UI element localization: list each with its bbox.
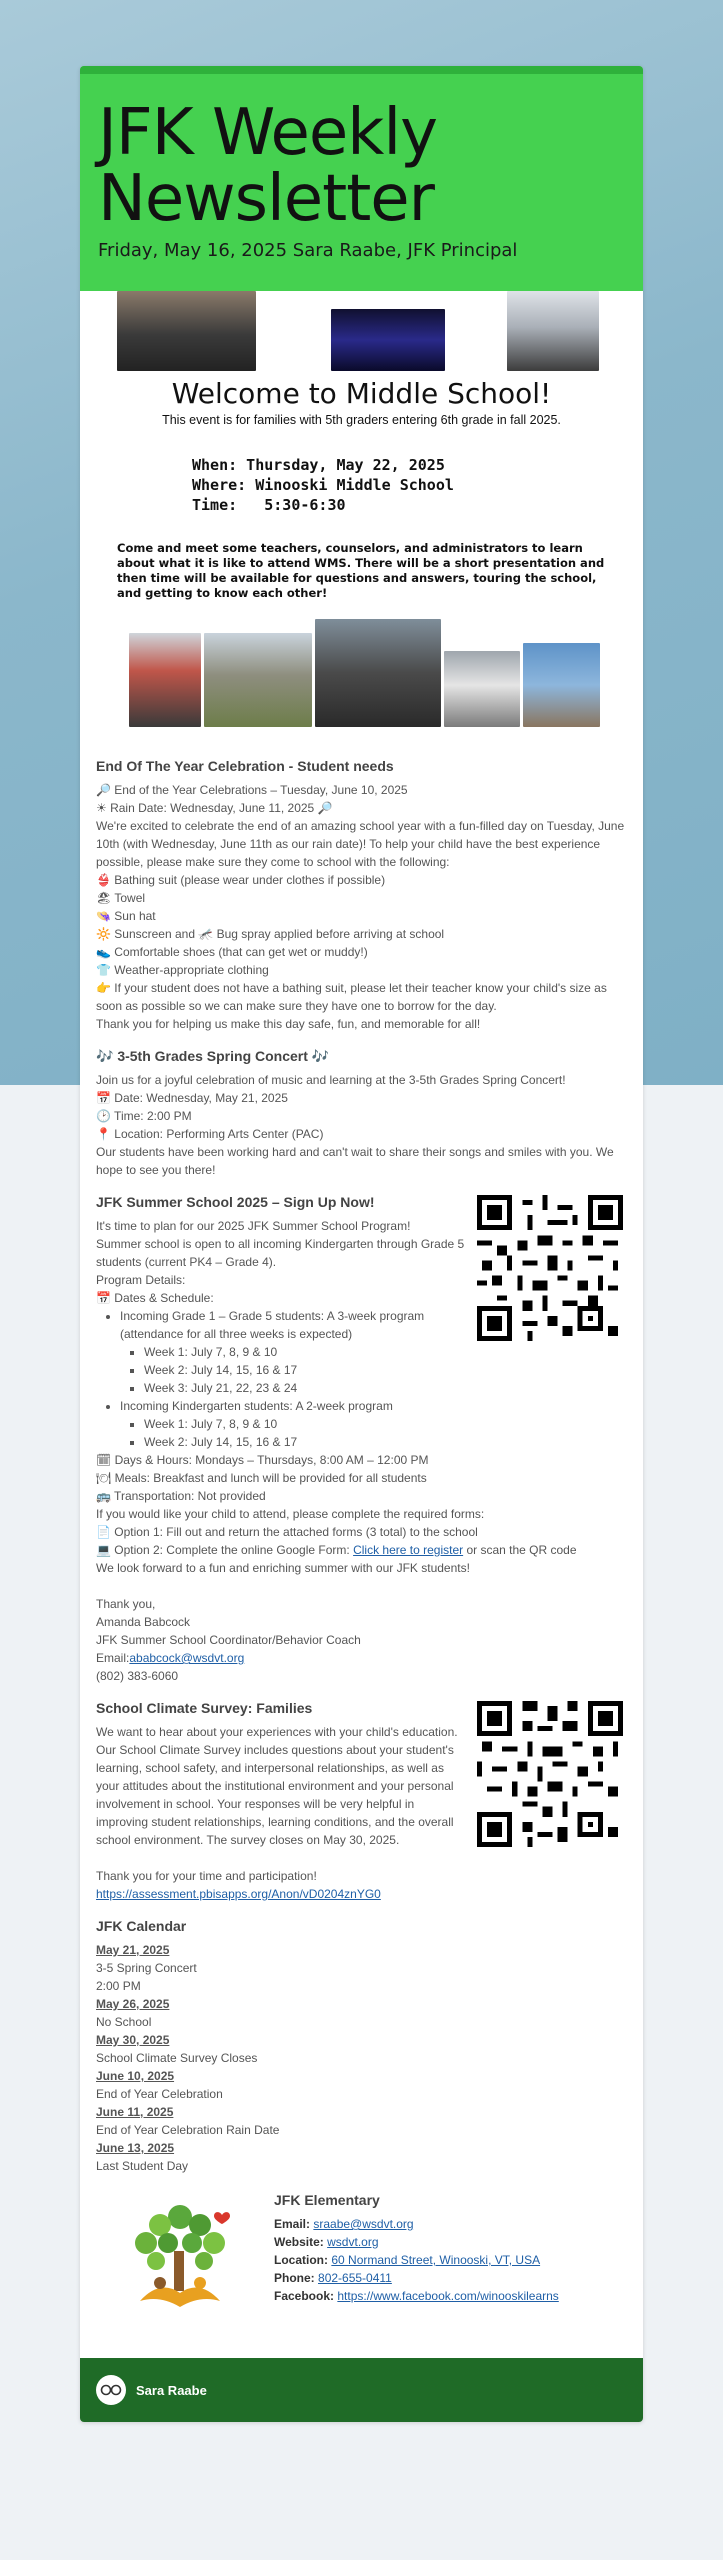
concert-heading: 🎶 3-5th Grades Spring Concert 🎶 [96,1048,330,1064]
calendar-date: June 13, 2025 [96,2141,175,2155]
title-line-2: Newsletter [98,162,434,236]
year-end-line: 👟 Comfortable shoes (that can get wet or muddy!) [96,945,368,959]
week-item: ▪ Week 1: July 7, 8, 9 & 10 [144,1415,627,1433]
year-end-heading: End Of The Year Celebration - Student needs [96,758,394,774]
glasses-icon [100,2383,122,2397]
newsletter-card [80,66,643,2422]
year-end-line: ☀ Rain Date: Wednesday, June 11, 2025 🔎 [96,801,333,815]
school-location-row [274,2251,559,2269]
summer-school-heading: JFK Summer School 2025 – Sign Up Now! [96,1194,375,1210]
week-item: ▪ Week 3: July 21, 22, 23 & 24 [144,1379,450,1397]
concert-section [96,1047,627,1179]
flyer-photo-3 [315,619,441,727]
flyer-photo-stage [331,309,445,371]
school-location-link[interactable]: 60 Normand Street, Winooski, VT, USA [331,2253,541,2267]
school-email-link[interactable]: sraabe@wsdvt.org [313,2217,414,2231]
summer-meals: 🍽 Meals: Breakfast and lunch will be provided for all students [96,1471,427,1485]
calendar-event: End of Year Celebration Rain Date [96,2123,280,2137]
option-2-text: 💻 Option 2: Complete the online Google Form: [96,1543,354,1557]
concert-line: 🕑 Time: 2:00 PM [96,1109,192,1123]
concert-line: Our students have been working hard and can't wait to share their songs and smiles with you. We hope to see you there! [96,1145,614,1177]
calendar-event: No School [96,2015,152,2029]
year-end-line: 👙 Bathing suit (please wear under clothes if possible) [96,873,386,887]
year-end-section [96,757,627,1033]
school-contact-info [274,2191,559,2305]
summer-school-qr-code[interactable] [477,1195,623,1341]
school-name: JFK Elementary [274,2192,380,2208]
summer-intro-line: It's time to plan for our 2025 JFK Summer School Program! [96,1219,411,1233]
calendar-date: June 11, 2025 [96,2105,174,2119]
school-location-label: Location: [274,2253,328,2267]
tree-logo-icon [110,2189,250,2329]
flyer-photo-2 [204,633,312,727]
calendar-event: School Climate Survey Closes [96,2051,258,2065]
calendar-date: May 21, 2025 [96,1943,170,1957]
coordinator-phone: (802) 383-6060 [96,1669,179,1683]
dates-schedule-label: 📅 Dates & Schedule: [96,1291,214,1305]
calendar-date: June 10, 2025 [96,2069,175,2083]
flyer-where: Where: Winooski Middle School [192,476,454,494]
summer-thanks: Thank you, [96,1597,156,1611]
flyer-subtitle: This event is for families with 5th graders entering 6th grade in fall 2025. [162,413,561,427]
survey-thanks: Thank you for your time and participation! [96,1869,317,1883]
week-list [120,1415,627,1451]
concert-line: Join us for a joyful celebration of music and learning at the 3-5th Grades Spring Concert! [96,1073,566,1087]
flyer-photo-1 [129,633,201,727]
school-email-row [274,2215,559,2233]
school-website-label: Website: [274,2235,324,2249]
program-details-label: Program Details: [96,1273,186,1287]
calendar-date: May 26, 2025 [96,1997,170,2011]
flyer-photo-4 [444,651,520,727]
newsletter-title [98,96,625,236]
survey-section [96,1699,627,1903]
school-signature [96,2189,627,2339]
coordinator-role: JFK Summer School Coordinator/Behavior Coach [96,1633,361,1647]
program-group-label: Incoming Grade 1 – Grade 5 students: A 3-week program (attendance for all three weeks is expected) [120,1309,425,1341]
newsletter-header [80,66,643,291]
week-list [120,1343,450,1397]
calendar-event: End of Year Celebration [96,2087,223,2101]
flyer-details [192,455,454,515]
title-line-1: JFK Weekly [98,96,437,170]
option-2-suffix: or scan the QR code [463,1543,577,1557]
spacer [96,1577,627,1595]
survey-link[interactable]: https://assessment.pbisapps.org/Anon/vD0204znYG0 [96,1887,381,1901]
survey-heading: School Climate Survey: Families [96,1700,313,1716]
calendar-event: Last Student Day [96,2159,189,2173]
program-group-label: Incoming Kindergarten students: A 2-week program [120,1399,393,1413]
flyer-title: Welcome to Middle School! [171,377,552,410]
year-end-line: 👉 If your student does not have a bathing suit, please let their teacher know your child's size as soon as possible so we can make sure they have one to borrow for the day. [96,981,607,1013]
week-item: ▪ Week 2: July 14, 15, 16 & 17 [144,1361,450,1379]
calendar-section [96,1917,627,2175]
school-phone-link[interactable]: 802-655-0411 [318,2271,392,2285]
calendar-event: 2:00 PM [96,1979,141,1993]
flyer-when: When: Thursday, May 22, 2025 [192,456,445,474]
spacer [96,1849,627,1867]
program-group [120,1397,627,1451]
school-website-row [274,2233,559,2251]
year-end-line: 🏖 Towel [96,891,146,905]
school-phone-row [274,2269,559,2287]
year-end-line: 👕 Weather-appropriate clothing [96,963,269,977]
summer-transport: 🚌 Transportation: Not provided [96,1489,266,1503]
calendar-event: 3-5 Spring Concert [96,1961,197,1975]
week-item: ▪ Week 1: July 7, 8, 9 & 10 [144,1343,450,1361]
school-facebook-link[interactable]: https://www.facebook.com/winooskilearns [337,2289,559,2303]
survey-qr-code[interactable] [477,1701,623,1847]
newsletter-subtitle: Friday, May 16, 2025 Sara Raabe, JFK Principal [98,240,518,261]
author-avatar[interactable] [96,2375,126,2405]
school-facebook-row [274,2287,559,2305]
coordinator-name: Amanda Babcock [96,1615,191,1629]
coordinator-email-link[interactable]: ababcock@wsdvt.org [129,1651,245,1665]
school-email-label: Email: [274,2217,311,2231]
flyer-blurb: Come and meet some teachers, counselors, and administrators to learn about what it is like to attend WMS. There will be a short presentation and then time will be available for questions and answers, touring the school, and getting to know each other! [117,541,605,600]
summer-option-2 [96,1541,627,1559]
flyer-photo-5 [523,643,600,727]
concert-line: 📅 Date: Wednesday, May 21, 2025 [96,1091,288,1105]
week-item: ▪ Week 2: July 14, 15, 16 & 17 [144,1433,627,1451]
school-website-link[interactable]: wsdvt.org [327,2235,379,2249]
flyer-photo-students [507,291,599,371]
coordinator-email [96,1649,627,1667]
school-phone-label: Phone: [274,2271,315,2285]
calendar-date: May 30, 2025 [96,2033,170,2047]
year-end-line: 👒 Sun hat [96,909,156,923]
survey-body: We want to hear about your experiences with your child's education. Our School Climate Survey includes questions about your student's learning, school safety, and interpersonal relationships, as well as your attitudes about the institutional environment and your personal involvement in school. Your responses will be very helpful in improving student relationships, learning conditions, and the overall school environment. The survey closes on May 30, 2025. [96,1725,458,1847]
author-name[interactable]: Sara Raabe [136,2382,207,2398]
year-end-line: Thank you for helping us make this day safe, fun, and memorable for all! [96,1017,481,1031]
year-end-line: 🔆 Sunscreen and 🦟 Bug spray applied before arriving at school [96,927,445,941]
program-group [120,1307,450,1397]
email-label: Email: [96,1651,130,1665]
summer-school-section [96,1193,627,1685]
newsletter-content [80,757,643,2339]
summer-days: 🗓 Days & Hours: Mondays – Thursdays, 8:00 AM – 12:00 PM [96,1453,429,1467]
newsletter-footer [80,2358,643,2422]
year-end-line: 🔎 End of the Year Celebrations – Tuesday, June 10, 2025 [96,783,408,797]
calendar-heading: JFK Calendar [96,1918,187,1934]
summer-enroll: If you would like your child to attend, please complete the required forms: [96,1507,485,1521]
year-end-line: We're excited to celebrate the end of an amazing school year with a fun-filled day on Tuesday, June 10th (with Wednesday, June 11th as our rain date)! To help your child have the best experience possible, please make sure they come to school with the following: [96,819,625,869]
summer-option-1: 📄 Option 1: Fill out and return the attached forms (3 total) to the school [96,1525,478,1539]
summer-intro [96,1217,466,1307]
middle-school-flyer [80,291,643,751]
summer-closing: We look forward to a fun and enriching summer with our JFK students! [96,1561,470,1575]
flyer-photo-group [117,291,256,371]
school-facebook-label: Facebook: [274,2289,335,2303]
register-link[interactable]: Click here to register [353,1543,464,1557]
concert-line: 📍 Location: Performing Arts Center (PAC) [96,1127,324,1141]
flyer-time: Time: 5:30-6:30 [192,496,346,514]
summer-intro-line: Summer school is open to all incoming Kindergarten through Grade 5 students (current PK4 – Grade 4). [96,1237,465,1269]
